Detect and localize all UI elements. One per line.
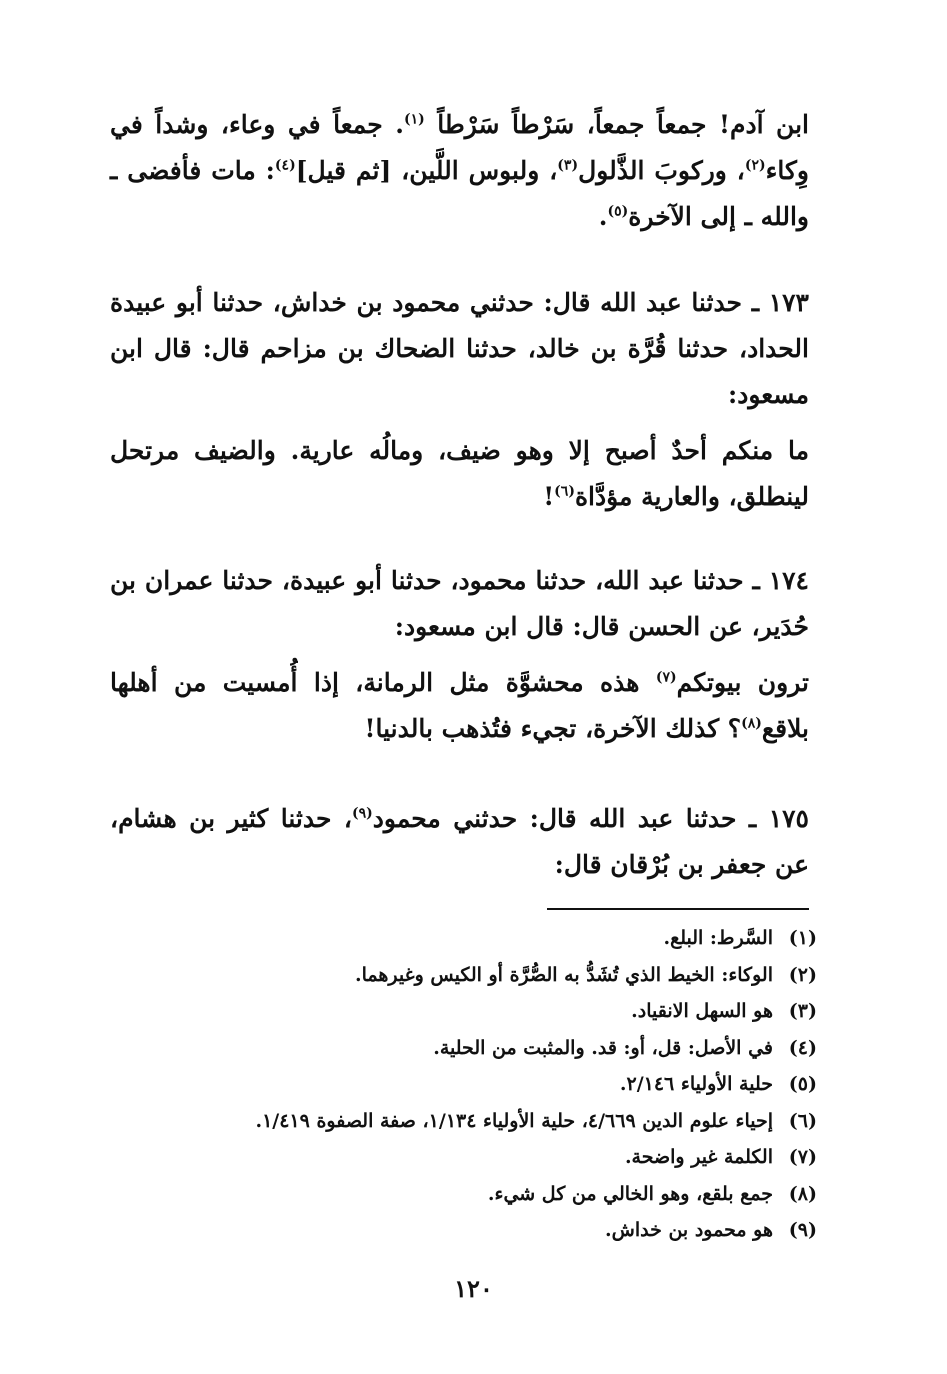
page-number: ١٢٠	[454, 1274, 493, 1303]
hadith-173-text	[110, 428, 809, 520]
footnote-ref[interactable]: (٨)	[741, 715, 762, 732]
text: : مات فأفضى ـ والله ـ إلى الآخرة	[110, 156, 809, 231]
footnote	[110, 1066, 817, 1103]
text: ـ حدثنا عبد الله قال: حدثني محمود	[372, 804, 769, 833]
text: ترون بيوتكم	[676, 668, 809, 697]
footnote-ref[interactable]: (٤)	[274, 157, 296, 174]
text: ابن آدم! جمعاً جمعاً، سَرْطاً سَرْطاً	[437, 110, 809, 139]
footnote-separator	[547, 908, 809, 910]
footnote-text: هو محمود بن خداش.	[605, 1219, 773, 1241]
footnote-number: (٧)	[788, 1146, 817, 1168]
hadith-number: ١٧٥	[768, 804, 809, 833]
footnote	[110, 1030, 817, 1067]
hadith-number: ١٧٤	[768, 566, 809, 595]
paragraph-quote-172	[110, 102, 809, 240]
footnote-number: (٩)	[788, 1219, 817, 1241]
footnote-text: إحياء علوم الدين ٤/٦٦٩، حلية الأولياء ١/١٣٤، صفة الصفوة ١/٤١٩.	[255, 1109, 773, 1132]
hadith-175-chain	[110, 796, 809, 888]
text: هذه محشوَّة مثل الرمانة، إذا أُمسيت من أهلها بلاقع	[110, 668, 809, 743]
footnote-text: في الأصل: قل، أو: قد. والمثبت من الحلية.	[433, 1036, 773, 1059]
footnote	[110, 993, 817, 1030]
text: ؟ كذلك الآخرة، تجيء فتُذهب بالدنيا!	[364, 714, 742, 743]
footnote-ref[interactable]: (٥)	[607, 203, 629, 220]
footnote-text: السَّرط: البلع.	[663, 927, 773, 949]
footnote	[110, 1103, 817, 1140]
footnote-text: حلية الأولياء ٢/١٤٦.	[619, 1073, 773, 1095]
footnote-ref[interactable]: (٩)	[352, 805, 373, 822]
footnote-number: (٦)	[788, 1109, 817, 1132]
hadith-174-chain	[110, 558, 809, 650]
footnote-number: (٢)	[788, 963, 817, 986]
hadith-174-text	[110, 660, 809, 752]
footnote-text: الكلمة غير واضحة.	[624, 1146, 773, 1168]
text: ـ حدثنا عبد الله قال: حدثني محمود بن خداش، حدثنا أبو عبيدة الحداد، حدثنا قُرَّة بن خالد، حدثنا الضحاك بن مزاحم قال: قال ابن مسعود:	[110, 288, 809, 409]
footnote-ref[interactable]: (٧)	[655, 669, 677, 686]
text: ، وركوبَ الذَّلول	[578, 156, 745, 185]
footnote-text: هو السهل الانقياد.	[631, 1000, 773, 1022]
footnote-number: (٥)	[788, 1073, 817, 1095]
footnote-number: (١)	[788, 927, 817, 949]
footnote	[110, 957, 817, 994]
footnote-ref[interactable]: (٣)	[557, 157, 579, 174]
footnote-number: (٣)	[788, 1000, 817, 1022]
text: .	[598, 202, 608, 231]
text: . جمعاً في وعاء، وشداً في وِكاء	[110, 110, 809, 185]
text: ، حدثنا كثير بن هشام، عن جعفر بن بُرْقان قال:	[110, 804, 809, 879]
footnote	[110, 1176, 817, 1213]
hadith-173-chain	[110, 280, 809, 418]
hadith-number: ١٧٣	[768, 288, 809, 317]
footnote	[110, 920, 817, 957]
text: ـ حدثنا عبد الله، حدثنا محمود، حدثنا أبو عبيدة، حدثنا عمران بن حُدَير، عن الحسن قال: قال ابن مسعود:	[110, 566, 809, 641]
footnote-ref[interactable]: (٢)	[744, 157, 766, 174]
footnote-ref[interactable]: (١)	[403, 111, 425, 128]
footnote-text: الوكاء: الخيط الذي تُشَدُّ به الصُّرَّة أو الكيس وغيرهما.	[355, 963, 773, 986]
footnote-text: جمع بلقع، وهو الخالي من كل شيء.	[487, 1182, 773, 1205]
footnote	[110, 1212, 817, 1249]
footnote	[110, 1139, 817, 1176]
text: !	[543, 482, 555, 511]
footnote-number: (٨)	[788, 1182, 817, 1205]
footnotes	[110, 920, 817, 1249]
footnote-number: (٤)	[788, 1036, 817, 1059]
footnote-ref[interactable]: (٦)	[554, 483, 575, 500]
text: ، ولبوس اللَّين، [ثم قيل]	[295, 156, 558, 185]
text: ما منكم أحدٌ أصبح إلا وهو ضيف، ومالُه عارية. والضيف مرتحل لينطلق، والعارية مؤدَّاة	[110, 436, 809, 511]
